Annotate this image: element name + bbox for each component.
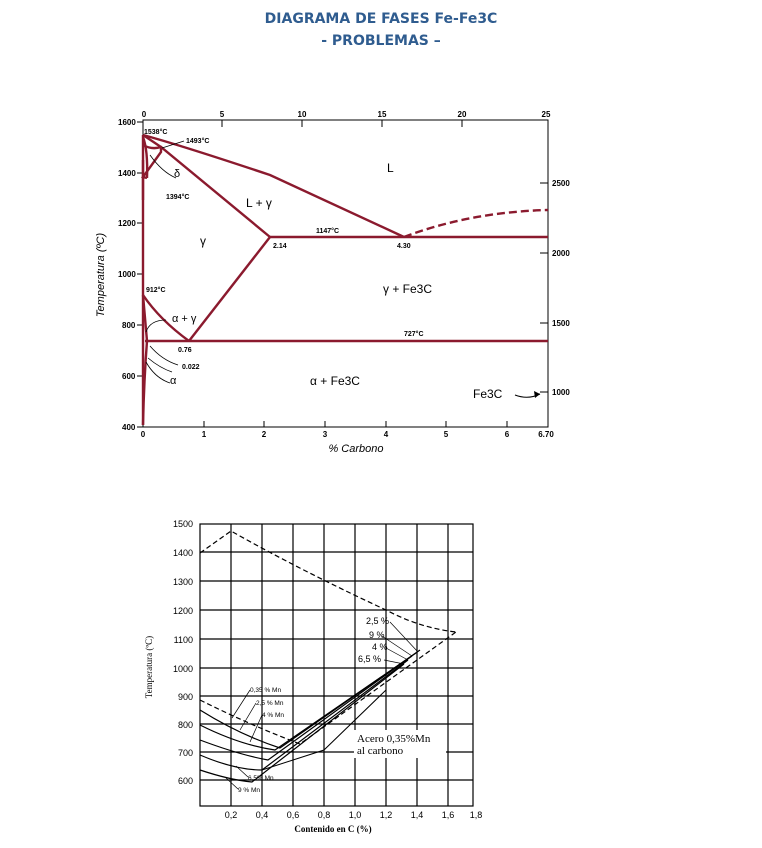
region-gamma: γ — [200, 234, 206, 248]
x-tick-label: 1,2 — [379, 810, 393, 820]
acero-label-line1: Acero 0,35%Mn — [357, 733, 431, 745]
x-tick-label: 0,6 — [286, 810, 300, 820]
y-tick-label: 900 — [177, 692, 193, 702]
bottom-tick-label: 6.70 — [538, 430, 554, 439]
temp-1147: 1147°C — [316, 228, 340, 235]
x-tick-label: 0,4 — [255, 810, 269, 820]
y-tick-label: 700 — [177, 748, 193, 758]
x-tick-label: 1,6 — [441, 810, 455, 820]
left-tick-label: 1600 — [118, 118, 136, 127]
right-tick-label: 2000 — [552, 249, 570, 258]
left-tick-label: 1000 — [118, 270, 136, 279]
label-9pct: 9 % — [369, 630, 385, 640]
region-alpha-gamma: α + γ — [172, 313, 197, 325]
diagram2-x-axis — [225, 810, 483, 820]
label-9mn: 9 % Mn — [238, 787, 261, 794]
temp-1394: 1394°C — [166, 194, 190, 201]
bottom-tick-label: 3 — [322, 430, 328, 439]
y-tick-label: 1400 — [172, 548, 193, 558]
bottom-tick-label: 1 — [201, 430, 207, 439]
label-4mn: 4 % Mn — [262, 712, 285, 719]
label-4pct: 4 % — [372, 642, 388, 652]
solidus-line — [143, 145, 270, 237]
y-tick-label: 1000 — [172, 664, 193, 674]
fe-fe3c-diagram — [95, 110, 570, 455]
label-65pct: 6,5 % — [358, 654, 382, 664]
top-tick-label: 0 — [141, 110, 147, 119]
bottom-tick-label: 4 — [383, 430, 389, 439]
x-tick-label: 1,0 — [348, 810, 362, 820]
label-25pct: 2,5 % — [366, 616, 390, 626]
label-65mn: 6,5% Mn — [248, 775, 274, 782]
acero-label-line2: al carbono — [357, 745, 404, 757]
diagram2-y-label: Temperatura (ºC) — [144, 635, 154, 699]
liquidus-right — [404, 210, 548, 237]
top-tick-label: 10 — [297, 110, 307, 119]
bottom-tick-label: 2 — [261, 430, 267, 439]
y-tick-label: 1100 — [173, 635, 193, 645]
bottom-tick-label: 5 — [443, 430, 449, 439]
right-tick-label: 2500 — [552, 179, 570, 188]
right-tick-label: 1500 — [552, 319, 570, 328]
region-alpha: α — [170, 375, 177, 387]
top-tick-label: 25 — [541, 110, 551, 119]
region-fe3c: Fe3C — [473, 387, 503, 401]
left-tick-label: 600 — [122, 372, 136, 381]
region-gamma-fe3c: γ + Fe3C — [383, 282, 433, 296]
title-line-2: - PROBLEMAS – — [321, 33, 441, 49]
diagram1-y-label: Temperatura (ºC) — [95, 232, 107, 318]
region-L: L — [387, 161, 394, 175]
diagram2-x-label: Contenido en C (%) — [294, 824, 372, 834]
label-25mn: 2,5 % Mn — [256, 700, 284, 707]
y-tick-label: 600 — [177, 776, 193, 786]
diagram2-labels-right — [358, 616, 418, 664]
left-tick-label: 1200 — [118, 219, 136, 228]
comp-0-022: 0.022 — [182, 364, 200, 371]
liquidus-left — [143, 135, 404, 237]
title-line-1: DIAGRAMA DE FASES Fe-Fe3C — [264, 11, 498, 27]
top-tick-label: 15 — [377, 110, 387, 119]
bottom-tick-label: 6 — [504, 430, 510, 439]
diagram2-grid — [200, 524, 473, 806]
temp-727: 727°C — [404, 331, 424, 338]
y-tick-label: 1300 — [172, 577, 193, 587]
x-tick-label: 1,8 — [469, 810, 483, 820]
temp-912: 912°C — [146, 287, 166, 294]
region-delta: δ — [174, 168, 181, 180]
comp-0-76: 0.76 — [178, 347, 192, 354]
x-tick-label: 0,2 — [224, 810, 238, 820]
left-tick-label: 400 — [122, 423, 136, 432]
y-tick-label: 800 — [177, 720, 193, 730]
bottom-tick-label: 0 — [140, 430, 146, 439]
label-035mn: 0,35 % Mn — [250, 687, 282, 694]
diagram1-regions — [170, 161, 540, 401]
top-axis — [142, 110, 551, 127]
comp-4-30: 4.30 — [397, 243, 411, 250]
temp-1538: 1538°C — [144, 129, 168, 136]
temp-1493: 1493°C — [186, 138, 210, 145]
diagram2-y-axis — [173, 519, 193, 786]
x-tick-label: 0,8 — [317, 810, 331, 820]
region-alpha-fe3c: α + Fe3C — [310, 374, 360, 388]
region-L-gamma: L + γ — [246, 196, 272, 210]
comp-2-14: 2.14 — [273, 243, 287, 250]
x-tick-label: 1,4 — [410, 810, 424, 820]
acm-line — [189, 237, 270, 341]
top-tick-label: 5 — [219, 110, 225, 119]
left-tick-label: 800 — [122, 321, 136, 330]
left-axis — [118, 118, 143, 432]
diagram1-x-label: % Carbono — [328, 443, 384, 455]
top-tick-label: 20 — [457, 110, 467, 119]
y-tick-label: 1500 — [172, 519, 193, 529]
right-tick-label: 1000 — [552, 388, 570, 397]
y-tick-label: 1200 — [172, 606, 193, 616]
right-axis — [540, 179, 570, 397]
mn-steel-diagram — [144, 519, 482, 834]
bottom-axis — [141, 421, 555, 439]
left-tick-label: 1400 — [118, 169, 136, 178]
